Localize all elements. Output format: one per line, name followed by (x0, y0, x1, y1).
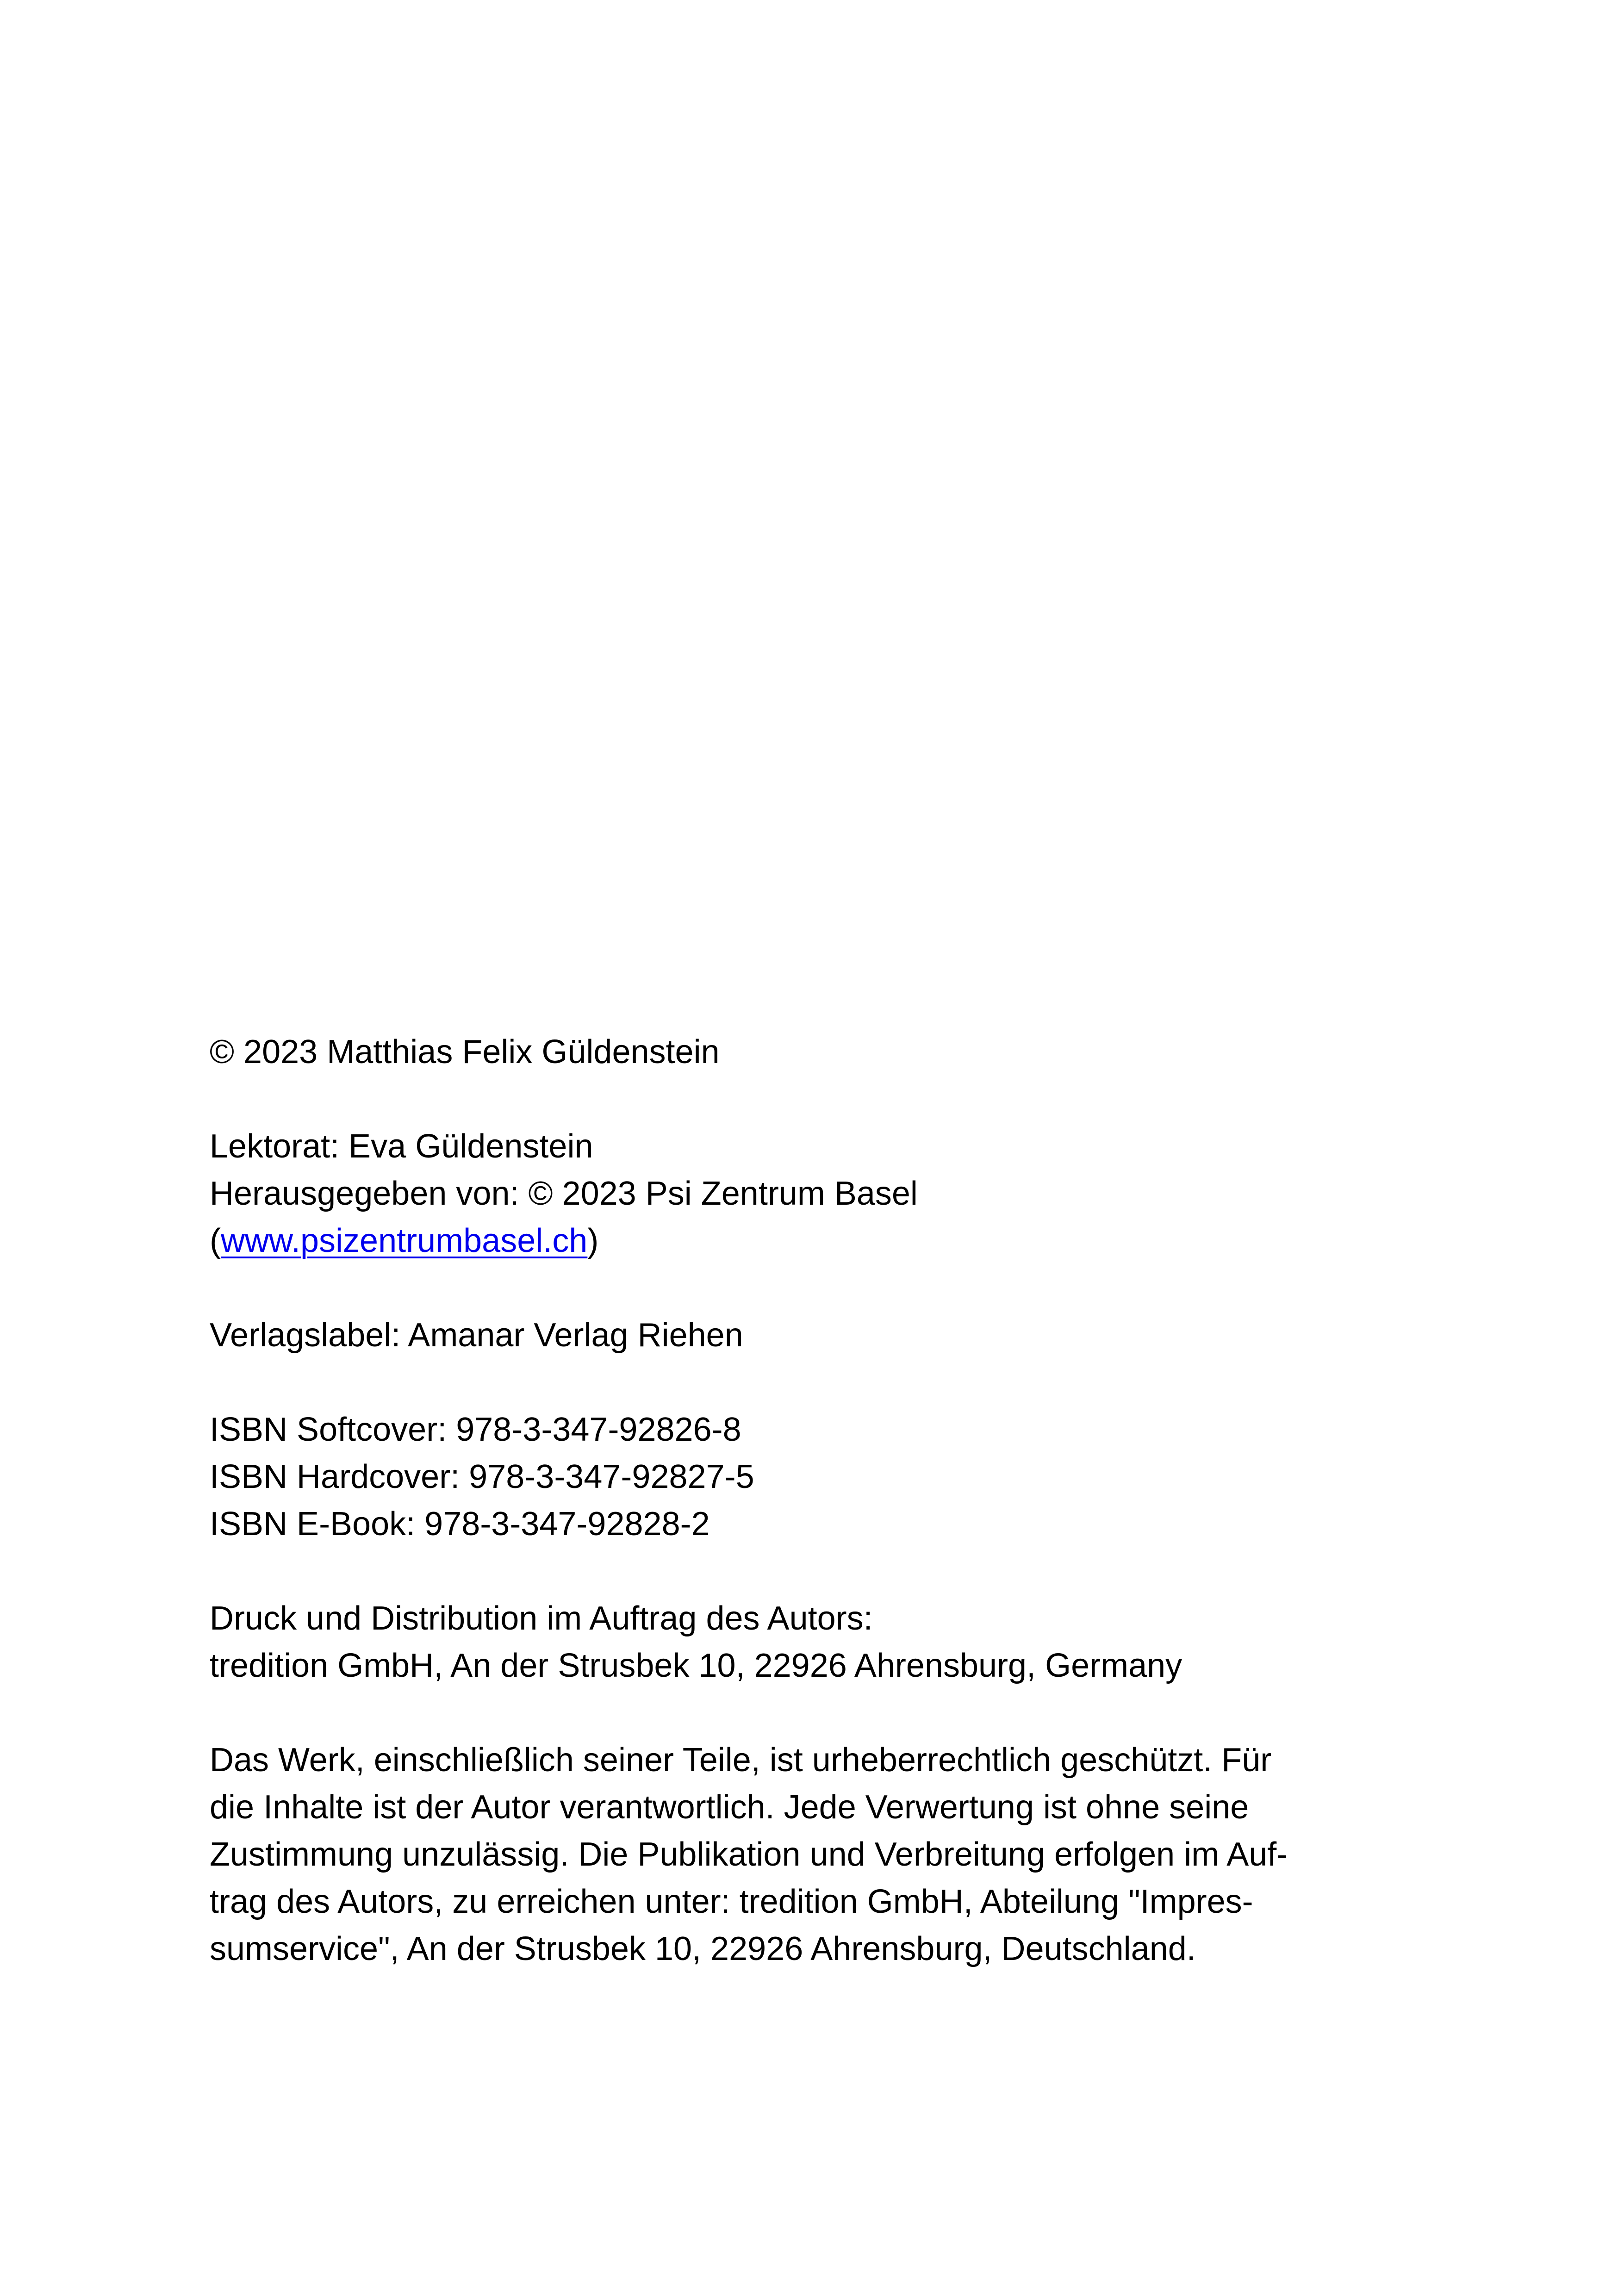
print-distribution-line: Druck und Distribution im Auftrag des Autors: (210, 1600, 873, 1637)
publisher-line: Herausgegeben von: © 2023 Psi Zentrum Basel (210, 1175, 918, 1212)
spacer (210, 1359, 1459, 1406)
spacer (210, 1548, 1459, 1595)
spacer (210, 1076, 1459, 1123)
legal-line: Das Werk, einschließlich seiner Teile, ist urheberrechtlich geschützt. Für (210, 1742, 1272, 1779)
spacer (210, 1264, 1459, 1312)
printer-address-line: tredition GmbH, An der Strusbek 10, 22926 Ahrensburg, Germany (210, 1647, 1182, 1684)
imprint-block (210, 1028, 1459, 1972)
spacer (210, 1689, 1459, 1736)
legal-line: die Inhalte ist der Autor verantwortlich. Jede Verwertung ist ohne seine (210, 1789, 1249, 1826)
isbn-hardcover-line: ISBN Hardcover: 978-3-347-92827-5 (210, 1458, 754, 1495)
website-link[interactable]: www.psizentrumbasel.ch (220, 1222, 588, 1259)
legal-line: sumservice", An der Strusbek 10, 22926 Ahrensburg, Deutschland. (210, 1930, 1196, 1967)
isbn-softcover-line: ISBN Softcover: 978-3-347-92826-8 (210, 1411, 741, 1448)
isbn-ebook-line: ISBN E-Book: 978-3-347-92828-2 (210, 1506, 710, 1543)
legal-line: Zustimmung unzulässig. Die Publikation und Verbreitung erfolgen im Auf- (210, 1836, 1288, 1873)
editor-line: Lektorat: Eva Güldenstein (210, 1128, 593, 1165)
website-close-paren: ) (587, 1222, 599, 1259)
label-line: Verlagslabel: Amanar Verlag Riehen (210, 1317, 743, 1354)
website-open-paren: ( (210, 1222, 221, 1259)
legal-line: trag des Autors, zu erreichen unter: tredition GmbH, Abteilung "Impres- (210, 1883, 1253, 1920)
website-line (210, 1217, 1459, 1264)
copyright-line: © 2023 Matthias Felix Güldenstein (210, 1033, 720, 1070)
